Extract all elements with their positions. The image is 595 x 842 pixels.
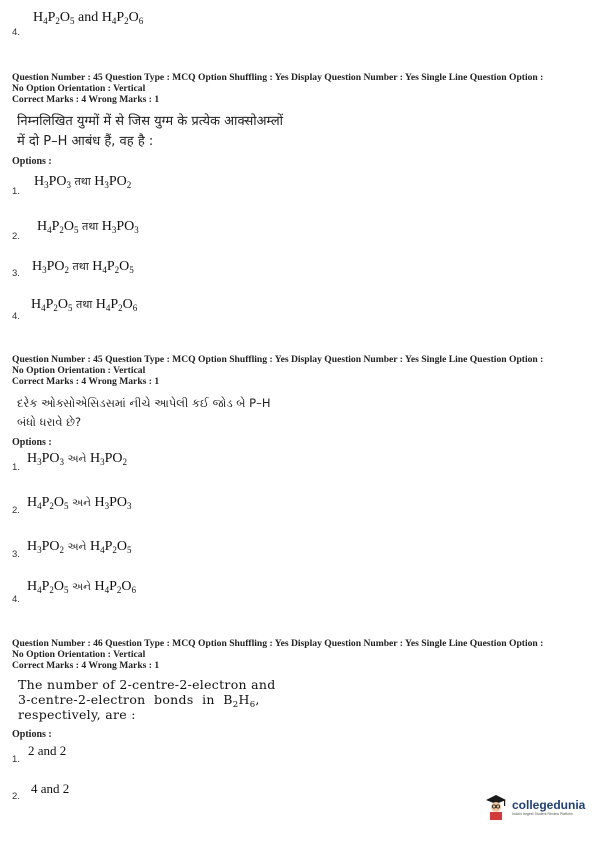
q1-option-3[interactable]: $H_3PO_2$ तथा $H_4P_2O_5$: [32, 259, 134, 275]
q3-meta-line1: Question Number : 46 Question Type : MCQ Option Shuffling : Yes Display Question Number : Yes Single Line Question Option :: [12, 638, 544, 649]
q2-option-2[interactable]: $H_4P_2O_5$ અને $H_3PO_3$: [27, 495, 132, 511]
q1-options-label: Options :: [12, 156, 52, 167]
q3-question-line1: The number of 2-centre-2-electron and: [18, 677, 276, 692]
q3-question-line3: respectively, are :: [18, 707, 136, 722]
q3-options-label: Options :: [12, 729, 52, 740]
q2-option-1-number: 1.: [12, 462, 20, 473]
top-option-text: $H_4P_2O_5$ and $H_4P_2O_6$: [33, 10, 144, 26]
q1-meta-line2: No Option Orientation : Vertical: [12, 82, 146, 94]
q3-meta: [12, 639, 543, 671]
q2-question-line1: દરેક ઓક્સોએસિડસમાં નીચે આપેલી કઈ જોડ બે P–H: [17, 396, 271, 410]
logo-name: collegedunia: [512, 798, 586, 812]
q2-marks: Correct Marks : 4 Wrong Marks : 1: [12, 375, 160, 387]
q1-marks: Correct Marks : 4 Wrong Marks : 1: [12, 93, 160, 105]
q1-question-line2: में दो P–H आबंध हैं, वह है :: [17, 134, 154, 149]
q3-option-2-number: 2.: [12, 791, 20, 802]
q1-option-2-number: 2.: [12, 231, 20, 242]
q3-marks: Correct Marks : 4 Wrong Marks : 1: [12, 659, 160, 671]
q2-option-4-number: 4.: [12, 594, 20, 605]
q1-option-1[interactable]: $H_3PO_3$ तथा $H_3PO_2$: [34, 174, 132, 190]
q1-meta: [12, 73, 543, 105]
q2-meta: [12, 355, 543, 387]
q2-option-2-number: 2.: [12, 505, 20, 516]
q1-option-4-number: 4.: [12, 311, 20, 322]
q3-option-2[interactable]: 4 and 2: [31, 781, 70, 796]
q1-question-line1: निम्नलिखित युग्मों में से जिस युग्म के प्रत्येक आक्सोअम्लों: [17, 114, 284, 129]
q2-option-1[interactable]: $H_3PO_3$ અને $H_3PO_2$: [27, 451, 127, 467]
q3-question: [18, 677, 276, 722]
q2-option-3[interactable]: $H_3PO_2$ અને $H_4P_2O_5$: [27, 539, 132, 555]
graduate-mascot-icon: [484, 793, 508, 821]
q2-option-3-number: 3.: [12, 549, 20, 560]
q3-option-1[interactable]: 2 and 2: [28, 743, 67, 758]
q2-meta-line1: Question Number : 45 Question Type : MCQ Option Shuffling : Yes Display Question Number : Yes Single Line Question Option :: [12, 354, 544, 365]
top-option-number: 4.: [12, 27, 20, 38]
q1-option-1-number: 1.: [12, 186, 20, 197]
q2-question-line2: બંધો ધરાવે છે?: [17, 415, 82, 429]
q2-options-label: Options :: [12, 437, 52, 448]
q1-option-3-number: 3.: [12, 268, 20, 279]
collegedunia-logo: [484, 793, 585, 821]
q3-question-line2: 3-centre-2-electron bonds in $B_2H_6$,: [18, 692, 260, 710]
logo-tagline: India's largest Student Review Platform: [512, 812, 573, 816]
q1-option-4[interactable]: $H_4P_2O_5$ तथा $H_4P_2O_6$: [31, 297, 138, 313]
q1-meta-line1: Question Number : 45 Question Type : MCQ Option Shuffling : Yes Display Question Number : Yes Single Line Question Option :: [12, 72, 544, 83]
q2-option-4[interactable]: $H_4P_2O_5$ અને $H_4P_2O_6$: [27, 579, 136, 595]
q3-option-1-number: 1.: [12, 754, 20, 765]
q3-meta-line2: No Option Orientation : Vertical: [12, 648, 146, 660]
q2-meta-line2: No Option Orientation : Vertical: [12, 364, 146, 376]
q1-option-2[interactable]: $H_4P_2O_5$ तथा $H_3PO_3$: [37, 219, 139, 235]
